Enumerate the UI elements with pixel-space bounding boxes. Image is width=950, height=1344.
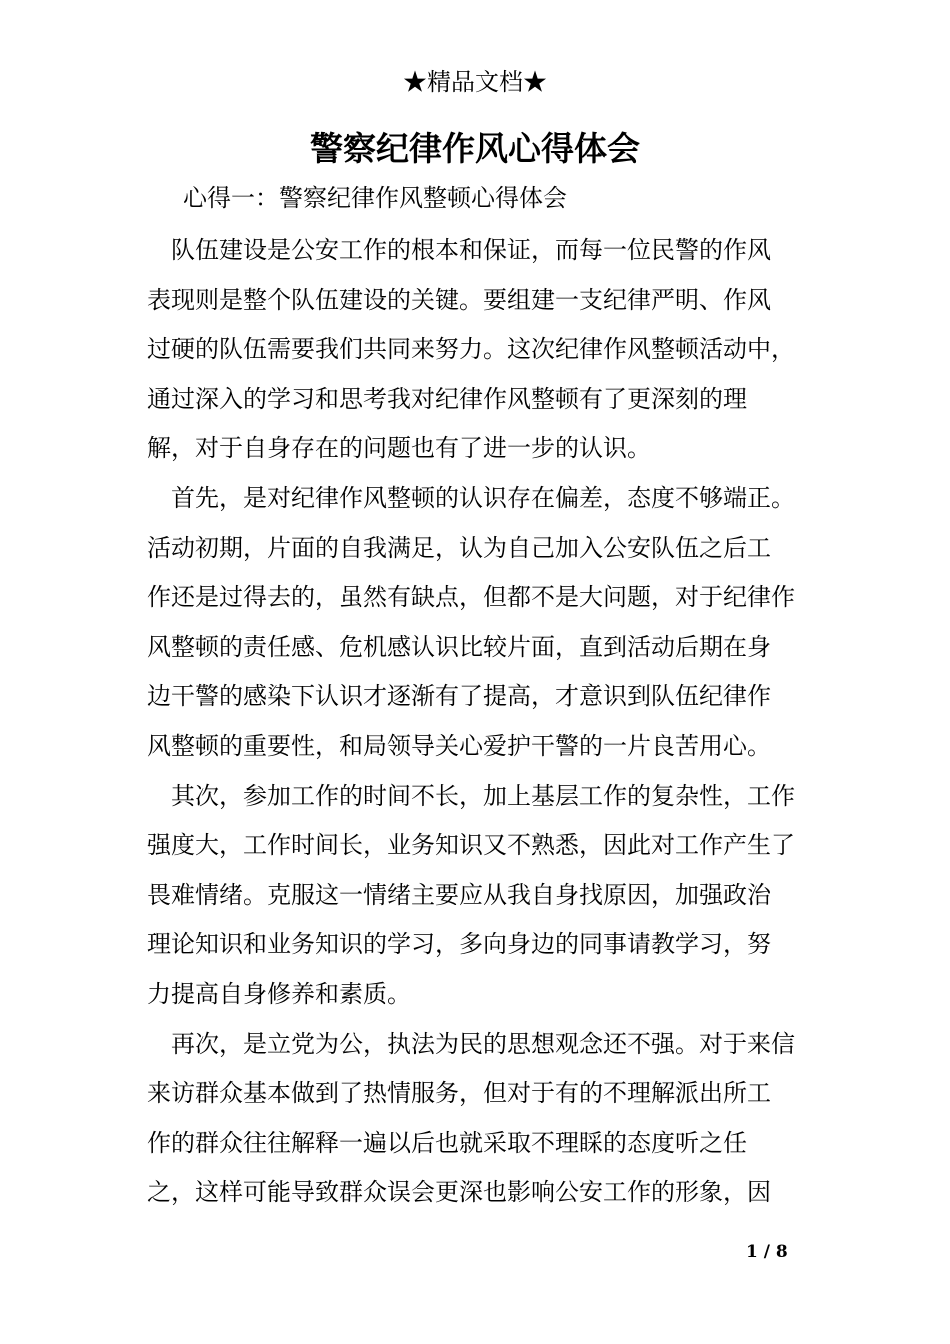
text-line: 活动初期，片面的自我满足，认为自己加入公安队伍之后工 bbox=[147, 533, 771, 562]
page-number: 1 / 8 bbox=[746, 1242, 788, 1262]
text-line: 来访群众基本做到了热情服务，但对于有的不理解派出所工 bbox=[147, 1079, 771, 1108]
text-line: 表现则是整个队伍建设的关键。要组建一支纪律严明、作风 bbox=[147, 285, 771, 314]
text-line: 过硬的队伍需要我们共同来努力。这次纪律作风整顿活动中， bbox=[147, 335, 795, 364]
text-line: 畏难情绪。克服这一情绪主要应从我自身找原因，加强政治 bbox=[147, 880, 771, 909]
document-subtitle: 心得一：警察纪律作风整顿心得体会 bbox=[183, 184, 567, 212]
text-line: 之，这样可能导致群众误会更深也影响公安工作的形象，因 bbox=[147, 1178, 771, 1207]
document-title: 警察纪律作风心得体会 bbox=[310, 129, 640, 168]
text-line: 再次，是立党为公，执法为民的思想观念还不强。对于来信 bbox=[171, 1029, 795, 1058]
text-line: 风整顿的责任感、危机感认识比较片面，直到活动后期在身 bbox=[147, 632, 771, 661]
text-line: 作还是过得去的，虽然有缺点，但都不是大问题，对于纪律作 bbox=[147, 583, 795, 612]
text-line: 首先，是对纪律作风整顿的认识存在偏差，态度不够端正。 bbox=[171, 483, 795, 512]
text-line: 强度大，工作时间长，业务知识又不熟悉，因此对工作产生了 bbox=[147, 831, 795, 860]
document-body bbox=[147, 226, 813, 1218]
text-line: 解，对于自身存在的问题也有了进一步的认识。 bbox=[147, 434, 651, 463]
text-line: 理论知识和业务知识的学习，多向身边的同事请教学习，努 bbox=[147, 930, 771, 959]
text-line: 边干警的感染下认识才逐渐有了提高，才意识到队伍纪律作 bbox=[147, 682, 771, 711]
text-line: 通过深入的学习和思考我对纪律作风整顿有了更深刻的理 bbox=[147, 384, 747, 413]
text-line: 其次，参加工作的时间不长，加上基层工作的复杂性，工作 bbox=[171, 781, 795, 810]
paragraph bbox=[147, 474, 813, 772]
text-line: 力提高自身修养和素质。 bbox=[147, 979, 411, 1008]
paragraph bbox=[147, 1020, 813, 1218]
text-line: 风整顿的重要性，和局领导关心爱护干警的一片良苦用心。 bbox=[147, 731, 771, 760]
paragraph bbox=[147, 772, 813, 1020]
paragraph bbox=[147, 226, 813, 474]
text-line: 作的群众往往解释一遍以后也就采取不理睬的态度听之任 bbox=[147, 1128, 747, 1157]
text-line: 队伍建设是公安工作的根本和保证，而每一位民警的作风 bbox=[171, 236, 771, 264]
page-header: ★精品文档★ bbox=[403, 68, 547, 96]
